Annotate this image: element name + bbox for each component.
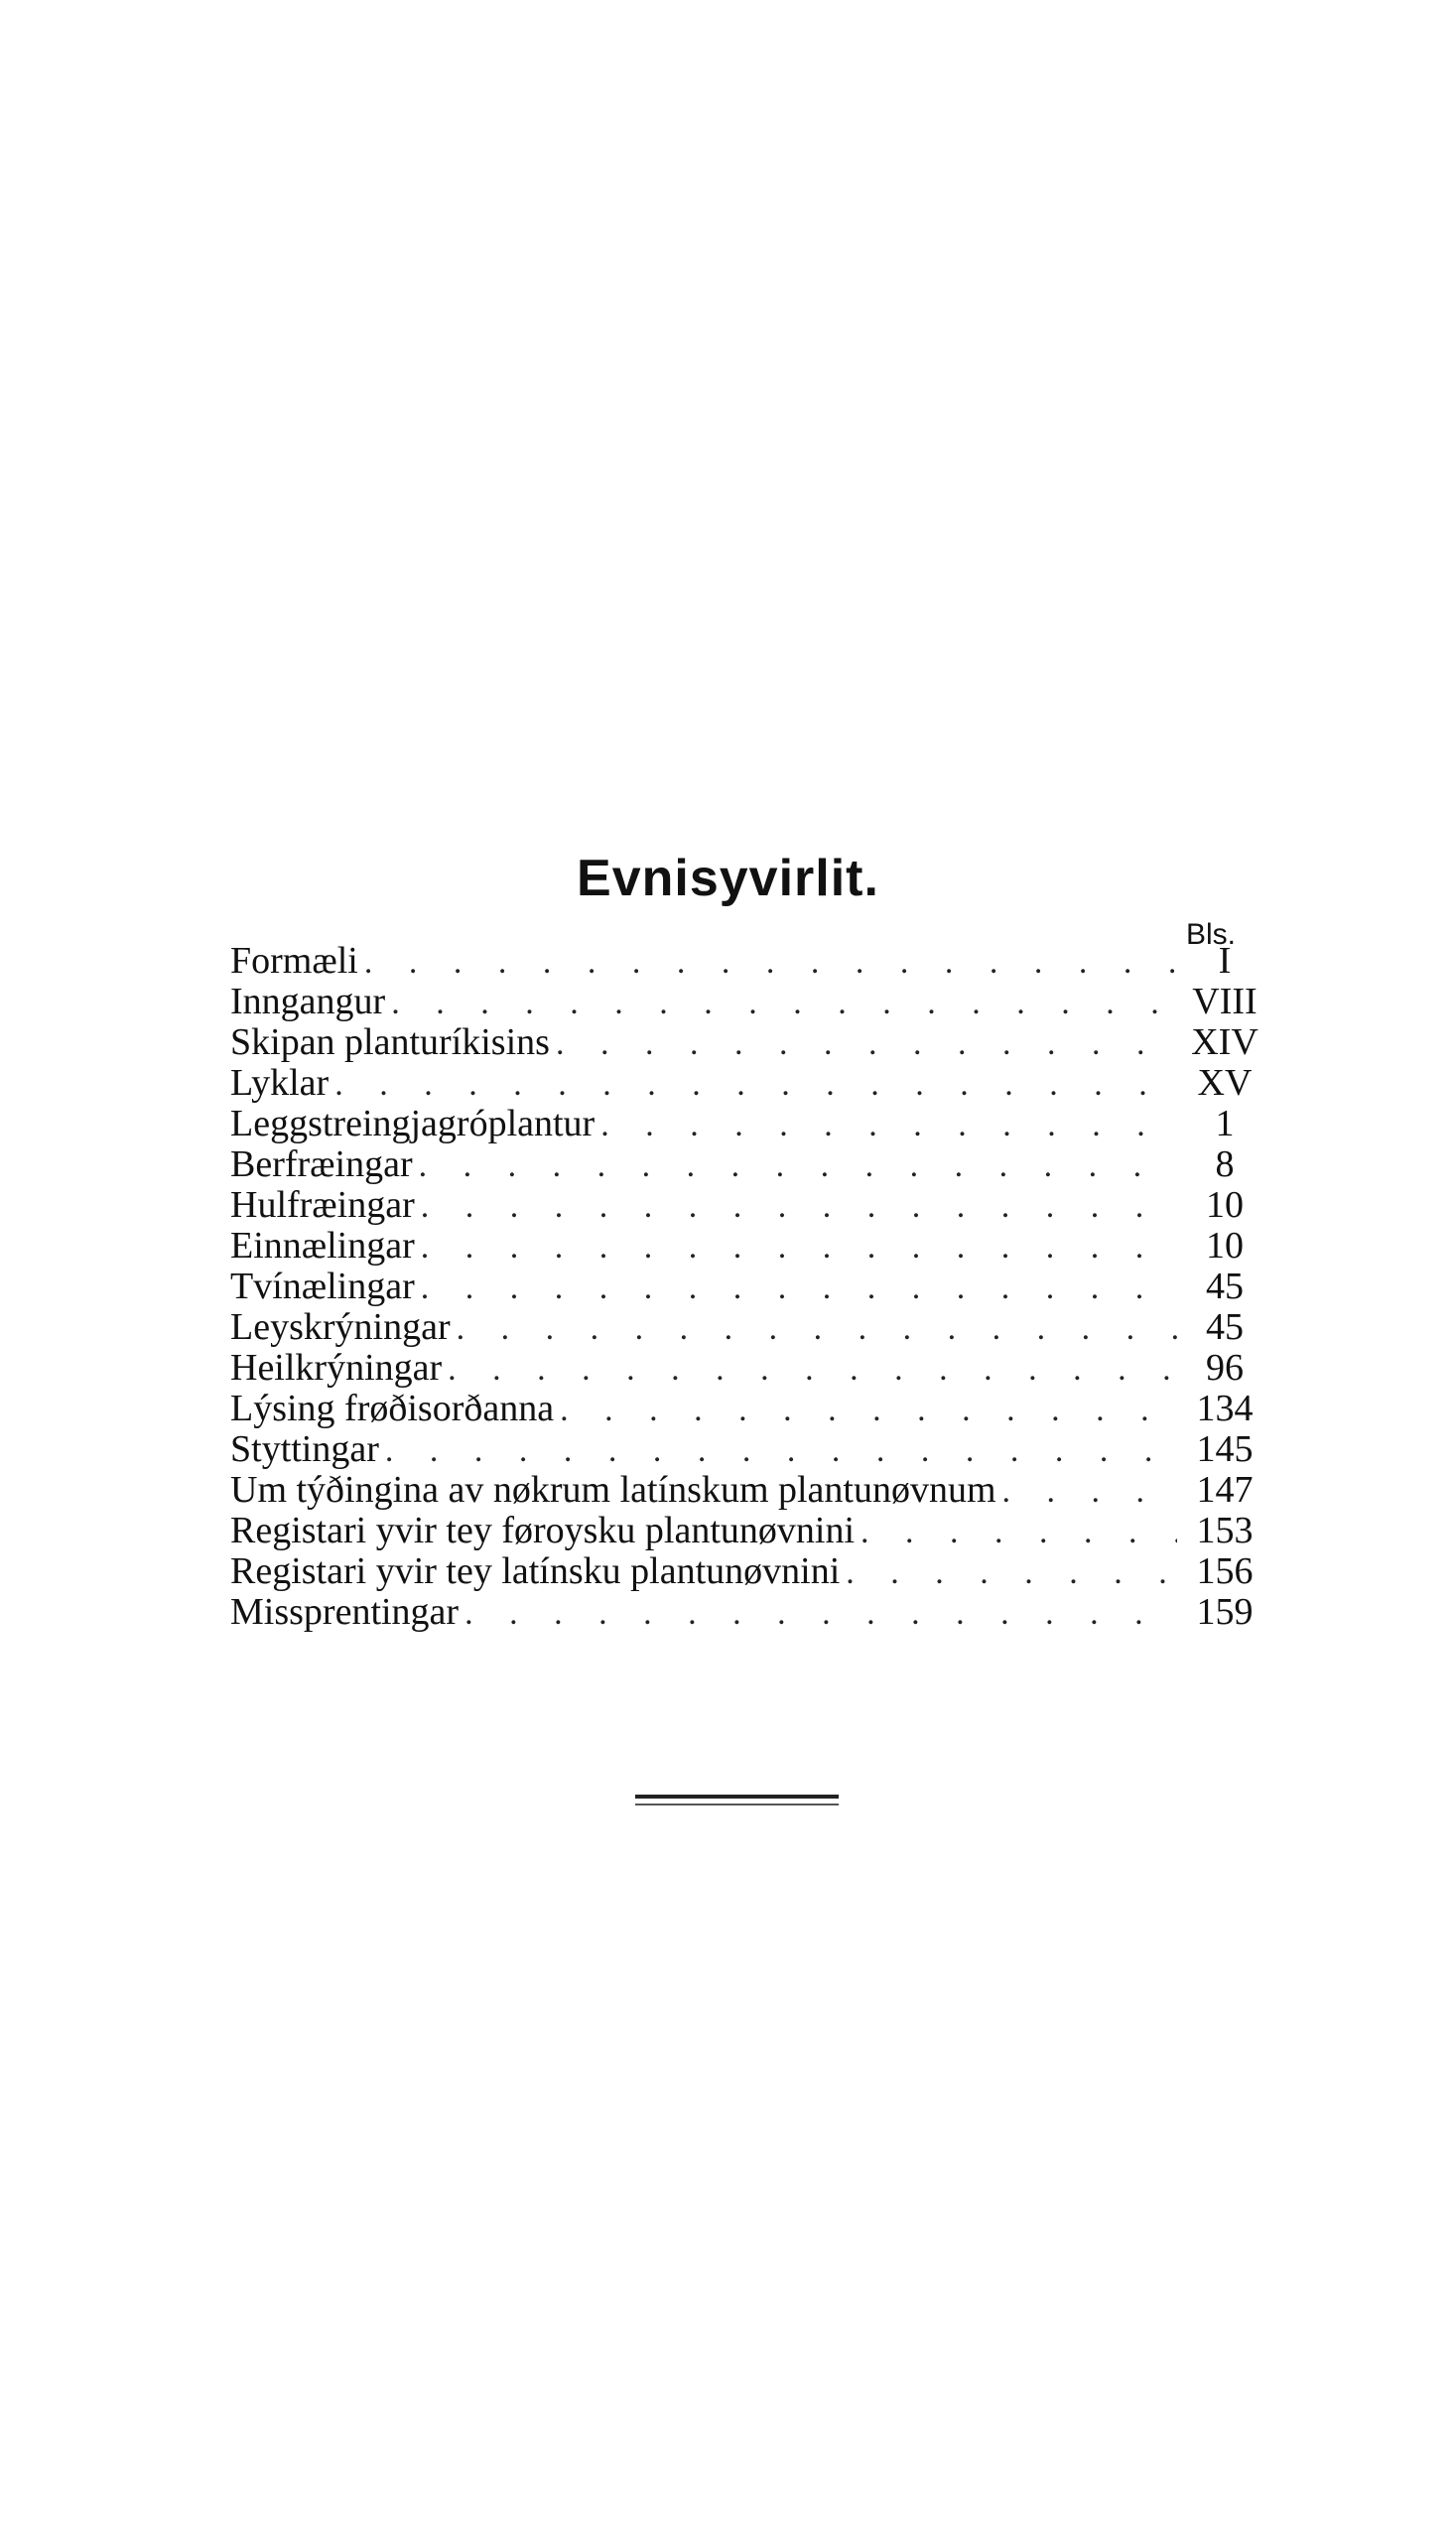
dot-leader xyxy=(860,1512,1177,1552)
toc-entry-label: Lýsing frøðisorðanna xyxy=(230,1388,555,1429)
toc-entry-page: 45 xyxy=(1206,1266,1244,1307)
toc-entry-page: 134 xyxy=(1196,1388,1254,1429)
dot-leader xyxy=(600,1105,1177,1145)
toc-entry-page: XIV xyxy=(1191,1021,1258,1063)
toc-entry xyxy=(230,1063,1262,1104)
dot-leader xyxy=(846,1552,1177,1593)
toc-entry-page: 153 xyxy=(1196,1510,1254,1551)
toc-entry-label: Um týðingina av nøkrum latínskum plantunøvnum xyxy=(230,1469,996,1511)
toc-entry-page: 45 xyxy=(1206,1306,1244,1348)
toc-entry-page: 1 xyxy=(1215,1103,1235,1144)
toc-entry-page: 147 xyxy=(1196,1469,1254,1511)
toc-entry-label: Leggstreingjagróplantur xyxy=(230,1103,596,1144)
toc-entry xyxy=(230,1185,1262,1226)
toc-entry-page: 10 xyxy=(1206,1184,1244,1226)
toc-entry-label: Leyskrýningar xyxy=(230,1306,451,1348)
toc-entry-label: Skipan planturíkisins xyxy=(230,1021,550,1063)
dot-leader xyxy=(464,1593,1177,1634)
printer-imprint-rule xyxy=(635,1795,839,1808)
toc-entry-page: 8 xyxy=(1215,1143,1235,1185)
dot-leader xyxy=(385,1430,1177,1471)
toc-entry-label: Berfræingar xyxy=(230,1143,413,1185)
toc-entry xyxy=(230,1348,1262,1389)
toc-entry-page: VIII xyxy=(1192,981,1257,1022)
toc-entry xyxy=(230,1429,1262,1470)
toc-entry-page: XV xyxy=(1197,1062,1253,1104)
dot-leader xyxy=(1002,1471,1177,1512)
toc-entry xyxy=(230,1470,1262,1511)
toc-entry-label: Formæli xyxy=(230,940,358,982)
dot-leader xyxy=(556,1023,1177,1064)
toc-entry-label: Heilkrýningar xyxy=(230,1347,443,1389)
toc-entry-label: Inngangur xyxy=(230,981,386,1022)
page-column-header: Bls. xyxy=(1185,918,1236,951)
toc-entry xyxy=(230,1551,1262,1592)
toc-entry xyxy=(230,941,1262,982)
toc-entry-label: Hulfræingar xyxy=(230,1184,415,1226)
dot-leader xyxy=(421,1186,1177,1227)
dot-leader xyxy=(364,942,1177,983)
dot-leader xyxy=(391,983,1177,1023)
toc-entry xyxy=(230,1389,1262,1429)
toc-entry-page: 159 xyxy=(1196,1591,1254,1633)
toc-entry-label: Lyklar xyxy=(230,1062,330,1104)
toc-entry-page: I xyxy=(1218,940,1232,982)
dot-leader xyxy=(421,1227,1177,1268)
toc-entry-page: 96 xyxy=(1206,1347,1244,1389)
toc-entry-page: 10 xyxy=(1206,1225,1244,1267)
toc-entry-page: 156 xyxy=(1196,1550,1254,1592)
dot-leader xyxy=(419,1145,1177,1186)
toc-entry-label: Tvínælingar xyxy=(230,1266,415,1307)
dot-leader xyxy=(560,1390,1177,1430)
imprint-bar xyxy=(635,1795,839,1799)
toc-entry-label: Styttingar xyxy=(230,1428,379,1470)
toc-entry-label: Missprentingar xyxy=(230,1591,460,1633)
imprint-underline xyxy=(635,1804,839,1805)
toc-entry xyxy=(230,1104,1262,1144)
toc-entry xyxy=(230,1022,1262,1063)
toc-entry xyxy=(230,1267,1262,1307)
toc-entry-label: Einnælingar xyxy=(230,1225,415,1267)
page-title: Evnisyvirlit. xyxy=(577,849,879,907)
toc-entry xyxy=(230,982,1262,1022)
toc-entry-label: Registari yvir tey latínsku plantunøvnini xyxy=(230,1550,841,1592)
toc-entry xyxy=(230,1511,1262,1551)
dot-leader xyxy=(421,1268,1177,1308)
toc-entry xyxy=(230,1226,1262,1267)
toc-entry-page: 145 xyxy=(1196,1428,1254,1470)
toc-entry xyxy=(230,1307,1262,1348)
dot-leader xyxy=(448,1349,1177,1390)
toc-entry-label: Registari yvir tey føroysku plantunøvnini xyxy=(230,1510,856,1551)
toc-entry xyxy=(230,1592,1262,1633)
toc-entry xyxy=(230,1144,1262,1185)
dot-leader xyxy=(334,1064,1177,1105)
dot-leader xyxy=(457,1308,1177,1349)
table-of-contents xyxy=(230,941,1262,1633)
